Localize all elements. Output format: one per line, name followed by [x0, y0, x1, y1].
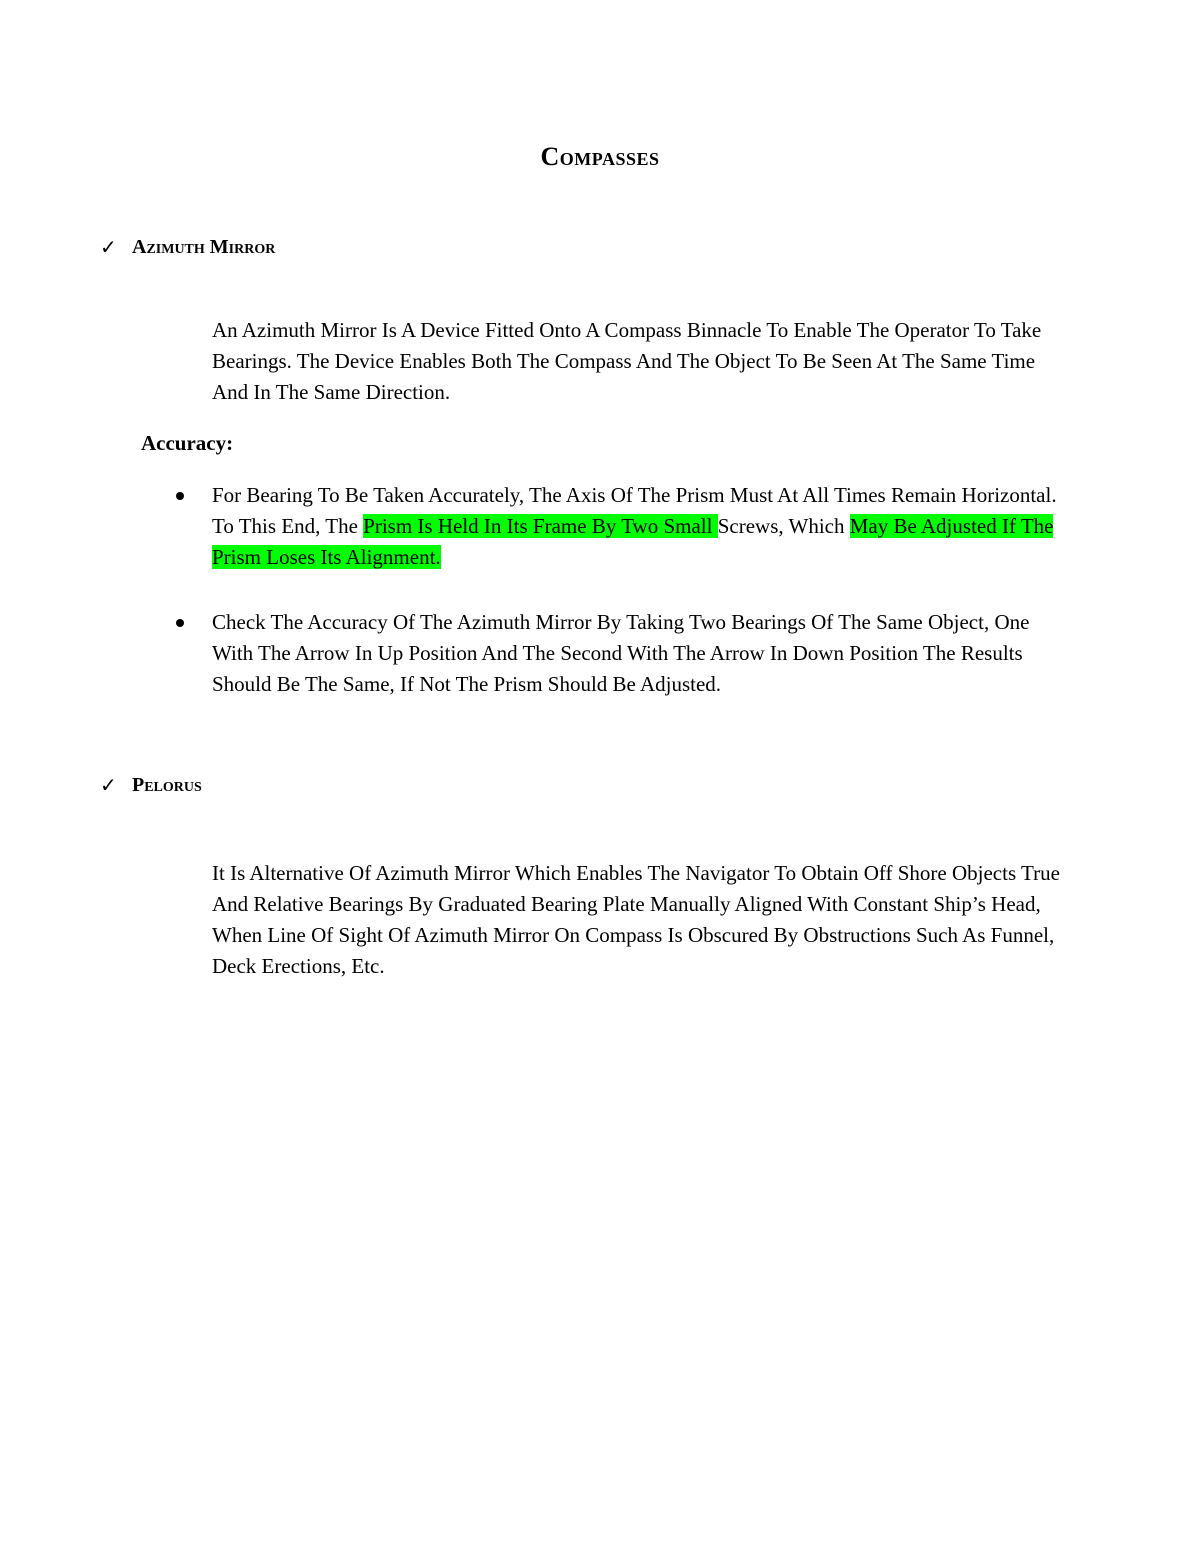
pelorus-paragraph: It Is Alternative Of Azimuth Mirror Which Enables The Navigator To Obtain Off Shore Objects True And Relative Bearings By Graduated Bearing Plate Manually Aligned With Constant Ship’s Head, When Line Of Sight Of Azimuth Mirror On Compass Is Obscured By Obstructions Such As Funnel, Deck Erections, Etc. [212, 861, 1060, 978]
checkmark-icon: ✓ [100, 236, 117, 259]
azimuth-mirror-paragraph: An Azimuth Mirror Is A Device Fitted Onto A Compass Binnacle To Enable The Operator To Take Bearings. The Device Enables Both The Compass And The Object To Be Seen At The Same Time And In The Same Direction. [212, 318, 1042, 404]
bullet-text: Check The Accuracy Of The Azimuth Mirror By Taking Two Bearings Of The Same Object, One With The Arrow In Up Position And The Second With The Arrow In Down Position The Results Should Be The Same, If Not The Prism Should Be Adjusted. [212, 610, 1030, 696]
list-item [176, 480, 1076, 573]
highlighted-text: May Be Adjusted If The Prism Loses Its Alignment. [212, 514, 1054, 569]
bullet-icon [176, 492, 184, 500]
bullet-text-part: Screws, Which [717, 514, 850, 538]
section-heading-pelorus [100, 774, 202, 797]
highlighted-text: Prism Is Held In Its Frame By Two Small [363, 514, 718, 538]
section-heading-label: Azimuth Mirror [132, 236, 276, 258]
list-item [176, 607, 1076, 700]
section-heading-label: Pelorus [132, 774, 202, 796]
checkmark-icon: ✓ [100, 774, 117, 797]
bullet-text [212, 480, 1072, 573]
page-title: Compasses [540, 142, 660, 171]
bullet-text-part: For Bearing To Be Taken Accurately, The Axis Of The Prism Must At All Times Remain Horizontal. To This End, The [212, 483, 1057, 538]
bullet-icon [176, 619, 184, 627]
accuracy-subheading: Accuracy: [141, 431, 234, 455]
section-heading-azimuth-mirror [100, 236, 275, 259]
